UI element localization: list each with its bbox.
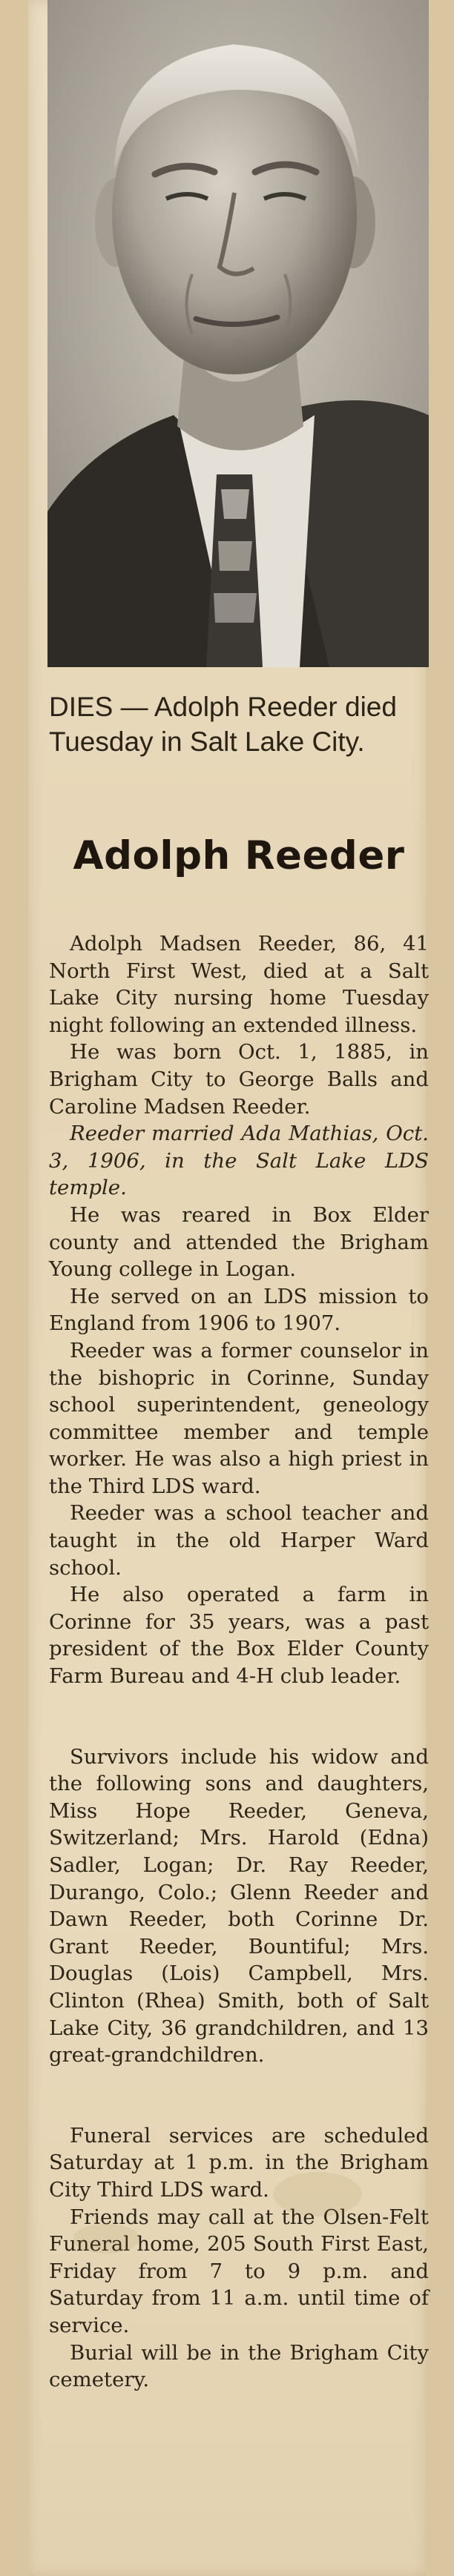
paragraph-education: He was reared in Box Elder county and attended the Brigham Young college in Logan. [49, 1202, 429, 1282]
paragraph-burial: Burial will be in the Brigham City cemetery. [49, 2340, 429, 2392]
paragraph-birth: He was born Oct. 1, 1885, in Brigham City to George Balls and Caroline Madsen Reeder. [49, 1040, 429, 1119]
paragraph-mission: He served on an LDS mission to England from 1906 to 1907. [49, 1284, 429, 1336]
paper-stain [273, 2172, 362, 2216]
portrait-image [47, 0, 429, 667]
paragraph-funeral: Funeral services are scheduled Saturday at 1 p.m. in the Brigham City Third LDS ward. [49, 2123, 429, 2202]
paragraph-marriage: Reeder married Ada Mathias, Oct. 3, 1906, in the Salt Lake LDS temple. [49, 1122, 429, 1200]
portrait-photo [47, 0, 429, 667]
paper-stain [73, 2224, 139, 2254]
paragraph-death-notice: Adolph Madsen Reeder, 86, 41 North First West, died at a Salt Lake City nursing home Tuesday night following an extended illness. [49, 932, 429, 1037]
paragraph-farming: He also operated a farm in Corinne for 35 years, was a past president of the Box Elder County Farm Bureau and 4-H club leader. [49, 1583, 429, 1689]
paragraph-teaching: Reeder was a school teacher and taught in the old Harper Ward school. [49, 1501, 429, 1580]
newspaper-clipping [28, 0, 429, 2576]
obituary-headline: Adolph Reeder [73, 833, 405, 878]
photo-caption: DIES — Adolph Reeder died Tuesday in Salt Lake City. [49, 692, 397, 757]
obituary-body [49, 930, 429, 2394]
paragraph-survivors: Survivors include his widow and the following sons and daughters, Miss Hope Reeder, Geneva, Switzerland; Mrs. Harold (Edna) Sadler, Logan; Dr. Ray Reeder, Durango, Colo.; Glenn Reeder and Dawn Reeder, both Corinne Dr. Grant Reeder, Bountiful; Mrs. Douglas (Lois) Campbell, Mrs. Clinton (Rhea) Smith, both of Salt Lake City, 36 grandchildren, and 13 great-grandchildren. [49, 1744, 429, 2067]
paragraph-church-service: Reeder was a former counselor in the bishopric in Corinne, Sunday school superintendent, geneology committee member and temple worker. He was also a high priest in the Third LDS ward. [49, 1338, 429, 1498]
paragraph-viewing: Friends may call at the Olsen-Felt Funeral home, 205 South First East, Friday from 7 to 9 p.m. and Saturday from 11 a.m. until time of service. [49, 2205, 429, 2337]
